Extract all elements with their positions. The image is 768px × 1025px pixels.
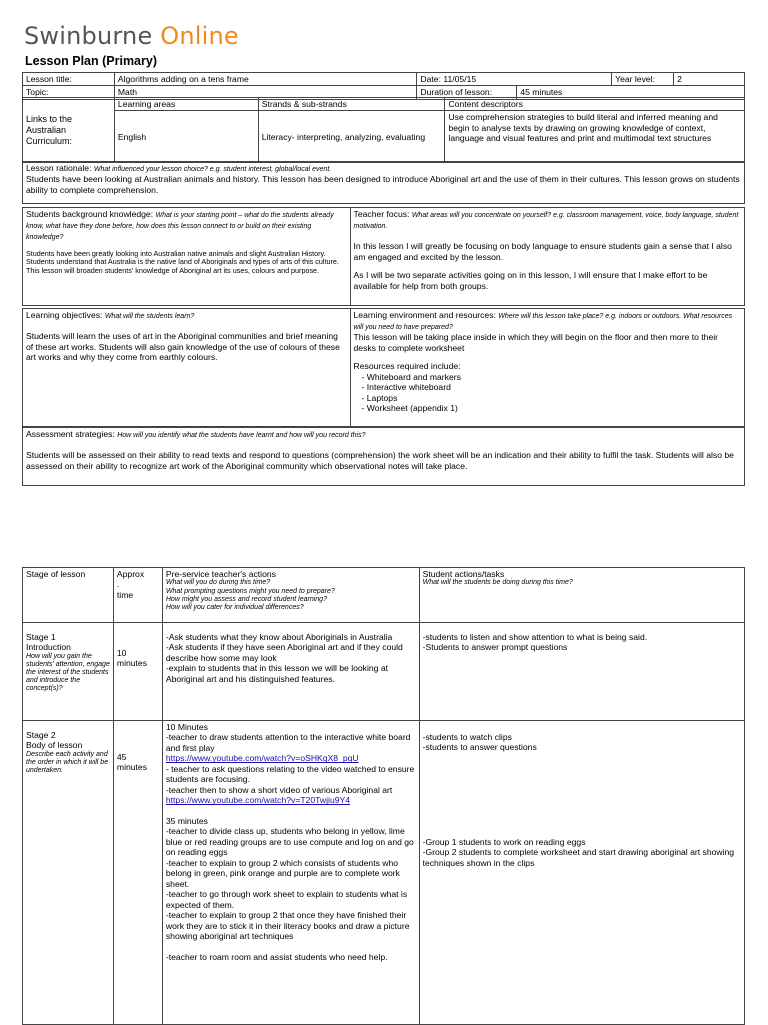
- background-cell: [23, 208, 351, 306]
- stage-2-student-cell: [419, 721, 744, 1025]
- stage-2-title: Body of lesson: [26, 740, 83, 751]
- topic-label: Topic:: [23, 86, 115, 99]
- objectives-text: Students will learn the uses of art in the Aboriginal communities and brief meaning of these art works. Students will also gain knowledge of the use of colours of these art works and why they come from earthly colours.: [26, 331, 340, 363]
- lesson-title-value: Algorithms adding on a tens frame: [114, 73, 417, 86]
- content-descriptors-header: Content descriptors: [445, 98, 745, 111]
- stage-2-student-1: -students to watch clips: [422, 732, 512, 742]
- curriculum-label: Links to the Australian Curriculum:: [23, 98, 115, 163]
- assessment-text: Students will be assessed on their ability to read texts and respond to questions (comprehension) the work sheet will be an indication and their ability to fulfil the task. Students will also be assessed on their ability to recognize art work of the Aboriginal community which observational notes will take place.: [26, 450, 734, 471]
- stage-1-teacher-2: -Ask students if they have seen Aboriginal art and if they could describe how some may look: [165, 642, 403, 663]
- learning-area-value: English: [114, 111, 258, 163]
- stage-2-teacher-2: - teacher to ask questions relating to the video watched to ensure students are focusing.: [165, 763, 415, 785]
- page-title: Lesson Plan (Primary): [25, 54, 157, 68]
- stage-1-student-cell: [419, 623, 744, 721]
- rationale-prompt: What influenced your lesson choice? e.g. student interest, global/local event.: [93, 166, 332, 173]
- assessment-label: Assessment strategies:: [26, 429, 115, 439]
- objectives-prompt: What will the students learn?: [104, 313, 195, 320]
- approx-label: Approx: [116, 569, 145, 579]
- lesson-stages-table: [22, 567, 745, 1025]
- rationale-text: Students have been looking at Australian animals and history. This lesson has been designed to introduce Aboriginal art and the use of them in their cultures. This lesson grows on students ability to complete comprehension.: [26, 174, 740, 195]
- teacher-prompt-4: How will you cater for individual differences?: [165, 603, 304, 611]
- stage-2-time-cell: [113, 721, 162, 1025]
- student-actions-title: Student actions/tasks: [422, 569, 505, 579]
- stage-2-teacher-5: -teacher to explain to group 2 which consists of students who belong in green, pink orange and purple are to complete work sheet.: [165, 857, 400, 889]
- stage-1-teacher-cell: [162, 623, 419, 721]
- strands-value: Literacy- interpreting, analyzing, evaluating: [258, 111, 445, 163]
- logo-part-2: Online: [160, 22, 239, 50]
- stage-1-student-1: -students to listen and show attention to what is being said.: [422, 632, 648, 642]
- year-level-value: 2: [674, 73, 745, 86]
- stage-1-title: Introduction: [26, 642, 71, 653]
- student-prompt: What will the students be doing during this time?: [422, 579, 573, 587]
- environment-text: This lesson will be taking place inside in which they will begin on the floor and then more to their desks to complete worksheet: [353, 332, 719, 353]
- teacher-actions-header: [162, 568, 419, 623]
- resource-item: - Whiteboard and markers: [372, 372, 741, 382]
- rationale-label: Lesson rationale:: [26, 163, 92, 173]
- objectives-environment-table: [22, 308, 745, 427]
- lesson-title-label: Lesson title:: [23, 73, 115, 86]
- stage-2-time-head-2: 35 minutes: [165, 815, 208, 826]
- stage-1-name: Stage 1: [26, 632, 56, 642]
- stage-2-student-2: -students to answer questions: [422, 742, 537, 753]
- objectives-cell: [23, 309, 351, 427]
- time-label: time: [116, 589, 134, 600]
- environment-prompt: Where will this lesson take place? e.g. indoors or outdoors. What resources will you need to have prepared?: [353, 313, 733, 332]
- curriculum-table: [22, 97, 745, 163]
- environment-label: Learning environment and resources:: [353, 310, 496, 320]
- focus-label: Teacher focus:: [353, 209, 410, 219]
- youtube-link-2[interactable]: https://www.youtube.com/watch?v=T20Twjiu9Y4: [165, 795, 351, 806]
- stage-1-prompt: How will you gain the students' attention, engage the interest of the students and introduce the concept(s)?: [26, 652, 110, 693]
- stage-2-student-3: -Group 1 students to work on reading eggs: [422, 836, 586, 847]
- lesson-date: Date: 11/05/15: [417, 73, 612, 86]
- approx-dot: .: [116, 579, 120, 590]
- teacher-prompt-3: How might you assess and record student learning?: [165, 595, 327, 603]
- approx-time-header: [113, 568, 162, 623]
- teacher-actions-title: Pre-service teacher's actions: [165, 569, 276, 579]
- objectives-label: Learning objectives:: [26, 310, 103, 320]
- stage-2-teacher-4: -teacher to divide class up, students who belong in yellow, lime blue or red reading groups are to use compute and log on and go on reading eggs: [165, 826, 414, 858]
- stage-2-teacher-3: -teacher then to show a short video of various Aboriginal art: [165, 784, 393, 795]
- teacher-prompt-2: What prompting questions might you need to prepare?: [165, 587, 335, 595]
- stage-header: Stage of lesson: [23, 568, 114, 623]
- stage-2-cell: [23, 721, 114, 1025]
- content-descriptors-value: Use comprehension strategies to build literal and inferred meaning and begin to analyse texts by drawing on growing knowledge of context, language and visual features and print and multimodal text structures: [445, 111, 745, 163]
- lesson-header-table: [22, 72, 745, 100]
- stage-1-time: 10 minutes: [116, 648, 147, 669]
- swinburne-online-logo: [24, 22, 239, 50]
- focus-text-2: As I will be two separate activities going on in this lesson, I will ensure that I make effort to be available for help from both groups.: [353, 270, 708, 291]
- rationale-table: [22, 161, 745, 204]
- resource-item: - Laptops: [372, 393, 741, 403]
- stage-1-teacher-3: -explain to students that in this lesson we will be looking at Aboriginal art and his distinguished features.: [165, 663, 389, 684]
- duration-value: 45 minutes: [517, 86, 745, 99]
- background-focus-table: [22, 207, 745, 306]
- stage-2-teacher-7: -teacher to explain to group 2 that once they have finished their work they are to stick it in their literacy books and draw a picture showing aboriginal art techniques: [165, 910, 410, 942]
- background-text: Students have been greatly looking into Australian native animals and slight Australian History. Students understand that Australia is the native land of Aboriginals and types of arts of this culture. This lesson will broaden students' knowledge of Aboriginal art its uses, colours and purpose.: [26, 249, 339, 275]
- duration-label: Duration of lesson:: [417, 86, 517, 99]
- stage-2-prompt: Describe each activity and the order in which it will be undertaken.: [26, 750, 109, 775]
- rationale-cell: [23, 162, 745, 204]
- stage-2-teacher-8: -teacher to roam room and assist students who need help.: [165, 951, 388, 962]
- stage-1-time-cell: [113, 623, 162, 721]
- focus-prompt: What areas will you concentrate on yourself? e.g. classroom management, voice, body language, student motivation.: [353, 212, 739, 231]
- assessment-table: [22, 427, 745, 486]
- student-actions-header: [419, 568, 744, 623]
- environment-cell: [350, 309, 744, 427]
- youtube-link-1[interactable]: https://www.youtube.com/watch?v=oSHKqX8_pqU: [165, 753, 359, 764]
- stage-2-teacher-1: -teacher to draw students attention to the interactive white board and first play: [165, 732, 411, 753]
- stage-1-teacher-1: -Ask students what they know about Aboriginals in Australia: [165, 632, 393, 642]
- resources-list: [366, 371, 741, 414]
- background-prompt: What is your starting point – what do the students already know, what have they done before, how does this lesson connect to or build on their existing knowledge?: [26, 212, 334, 242]
- learning-areas-header: Learning areas: [114, 98, 258, 111]
- resource-item: - Worksheet (appendix 1): [372, 403, 741, 413]
- stage-1-cell: [23, 623, 114, 721]
- resources-label: Resources required include:: [353, 361, 461, 372]
- background-label: Students background knowledge:: [26, 209, 154, 219]
- assessment-prompt: How will you identify what the students have learnt and how will you record this?: [117, 432, 366, 439]
- stage-2-teacher-cell: [162, 721, 419, 1025]
- stage-1-student-2: -Students to answer prompt questions: [422, 642, 568, 653]
- assessment-cell: [23, 428, 745, 486]
- stage-2-name: Stage 2: [26, 730, 56, 740]
- topic-value: Math: [114, 86, 417, 99]
- resource-item: - Interactive whiteboard: [372, 382, 741, 392]
- strands-header: Strands & sub-strands: [258, 98, 445, 111]
- stage-2-student-4: -Group 2 students to complete worksheet and start drawing aboriginal art showing techniques shown in the clips: [422, 847, 735, 868]
- stage-2-time: 45 minutes: [116, 752, 147, 773]
- year-level-label: Year level:: [612, 73, 674, 86]
- teacher-prompt-1: What will you do during this time?: [165, 579, 271, 587]
- stage-2-time-head-1: 10 Minutes: [165, 722, 208, 732]
- logo-part-1: Swinburne: [24, 22, 161, 50]
- stage-2-teacher-6: -teacher to go through work sheet to explain to students what is expected of them.: [165, 889, 408, 910]
- focus-text-1: In this lesson I will greatly be focusing on body language to ensure students gain a sense that I also am engaged and excited by the lesson.: [353, 241, 732, 262]
- focus-cell: [350, 208, 744, 306]
